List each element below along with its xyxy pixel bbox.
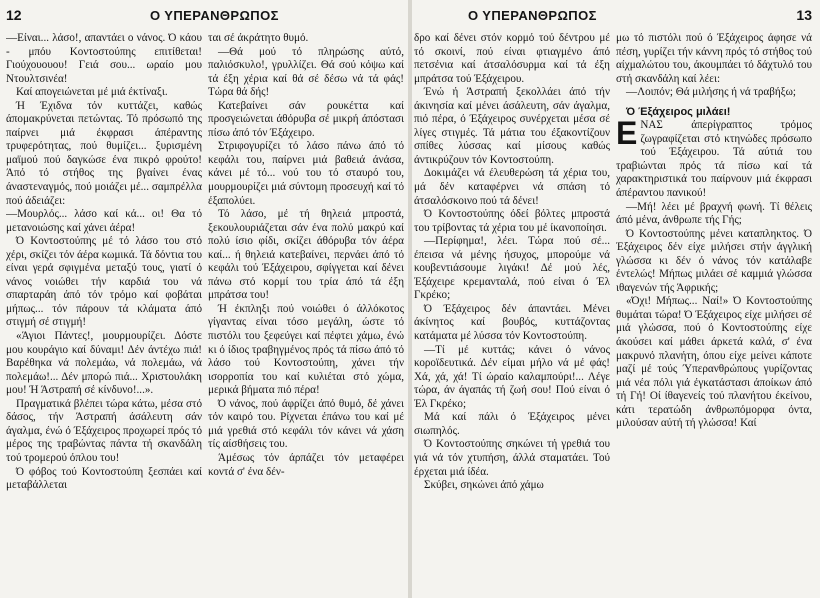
running-head: Ο ΥΠΕΡΑΝΘΡΩΠΟΣ	[150, 8, 279, 23]
paragraph: Ή έκπληξι πού νοιώθει ό άλλόκοτος γίγαντας είναι τόσο μεγάλη, ώστε τό πιστόλι του ξεφεύγει καί πέφτει χάμω, ένώ κι ό ίδιος τραβηγμένος πρός τά πίσω άπό τό λάσο τού Κοντοστούπη, χάνει τήν ισορροπία του καί κυλιέται στό χώμα, μερικά βήματα πιό πέρα!	[208, 302, 404, 397]
paragraph: δρο καί δένει στόν κορμό τού δέντρου μέ τό σκοινί, πού είναι φτιαγμένο άπό πετσένια καί άτσαλόσυρμα καί τά έξη μπράτσα τού Έξάχειρου.	[414, 32, 610, 85]
paragraph: Πραγματικά βλέπει τώρα κάτω, μέσα στό δάσος, τήν Άστραπή άσάλευτη σάν άγαλμα, ένώ ό Έξάχειρος προχωρεί πρός τό μέρος της τραβώντας πάντα τή σκανδάλη τού τρομερού όπλου του!	[6, 397, 202, 464]
text-column-2	[208, 32, 404, 598]
paragraph: Τό λάσο, μέ τή θηλειά μπροστά, ξεκουλουριάζεται σάν ένα πολύ μακρύ καί πολύ ίσιο φίδι, σκίζει άθόρυβα τόν άέρα καί... ή θηλειά κατεβαίνει, περνάει άπό τό κεφάλι τού Έξάχειρου, σφίγγεται καί δένει πάνω στό κορμί του τρία άπό τά έξη μπράτσα του!	[208, 208, 404, 302]
paragraph: Ό φόβος τού Κοντοστούπη ξεσπάει καί μεταβάλλεται	[6, 465, 202, 492]
paragraph: Στριφογυρίζει τό λάσο πάνω άπό τό κεφάλι του, παίρνει μιά βαθειά άνάσα, κάνει μέ τό... νού του τό σταυρό του, μουρμουρίζει μιά σύντομη προσευχή καί τό έξαπολύει.	[208, 140, 404, 207]
paragraph: Ή Έχιδνα τόν κυττάζει, καθώς άπομακρύνεται πετώντας. Τό πρόσωπό της παίρνει μιά έκφρασι άπέραντης τρυφερότητας, πού θυμίζει... ξυρισμένη μαϊμού πού δαγκώσε ένα πικρό φρούτο! Άπό τό στήθος της βγαίνει ένας άναστεναγμός, πού μοιάζει μέ... σαμπρέλλα πού άδειάζει:	[6, 99, 202, 207]
paragraph: Ό Κοντοστούπης μέ τό λάσο του στό χέρι, σκίζει τόν άέρα κωμικά. Τά δόντια του είναι γερά σφιγμένα μεταξύ τους, γιατί ό νάνος νοιώθει τήν καρδιά του νά σπαρταράη άπό τόν τρόμο καί φοβάται μήπως... τόν πάρουν τά κλάματα άπό στιγμή σέ στιγμή!	[6, 235, 202, 329]
paragraph: Άμέσως τόν άρπάζει τόν μεταφέρει κοντά σ' ένα δέν-	[208, 451, 404, 478]
right-header	[410, 4, 820, 26]
paragraph: Δοκιμάζει νά έλευθερώση τά χέρια του, μά δέν καταφέρνει νά σπάση τό άτσαλόσκοινο πού τά δένει!	[414, 167, 610, 207]
paragraph: Κατεβαίνει σάν ρουκέττα καί προσγειώνεται άθόρυβα σέ μικρή άπόστασι πίσω άπό τόν Έξάχειρο.	[208, 99, 404, 139]
paragraph: Ό Κοντοστούπης μένει καταπληκτος. Ό Έξάχειρος δέν είχε μιλήσει στήν άγγλική γλώσσα κι δέν ό νάνος τόν κατάλαβε έντελώς! Μήπως μιλάει σέ καμμιά γλώσσα ιθαγενών τής Άφρικής;	[616, 227, 812, 294]
paragraph: —Είναι... λάσο!, απαντάει ο νάνος. Ό κάου - μπόυ Κοντοστούπης επιτίθεται! Γιούχουουου! Γειά σου... ωραίο μου Ντουλτσινέα!	[6, 32, 202, 85]
text-column-1	[6, 32, 202, 598]
paragraph: Καί απογειώνεται μέ μιά έκτίναξι.	[16, 86, 168, 99]
paragraph: —Μή! λέει μέ βραχνή φωνή. Τί θέλεις άπό μένα, άνθρωπε τής Γής;	[616, 200, 812, 227]
section-heading: Ό Έξάχειρος μιλάει!	[626, 105, 731, 118]
right-page	[410, 0, 820, 598]
paragraph: Ό Κοντοστούπης σηκώνει τή γρεθιά του γιά νά τόν χτυπήση, άλλά σταματάει. Τού έρχεται μιά ίδέα.	[414, 438, 610, 478]
drop-cap: Ε	[616, 115, 638, 152]
paragraph: Μά καί πάλι ό Έξάχειρος μένει σιωπηλός.	[414, 411, 610, 437]
paragraph: Ένώ ή Άστραπή ξεκολλάει άπό τήν άκινησία καί μένει άσάλευτη, σάν άγαλμα, πιό πέρα, ό Έξάχειρος συνέρχεται μέσα σέ λίγες στιγμές. Τά μάτια του έξακοντίζουν σπίθες λύσσας καί μίσους καθώς άντικρύζουν τόν Κοντοστούπη.	[414, 86, 610, 166]
text-column-1	[414, 32, 610, 598]
page-number: 12	[6, 7, 22, 23]
dropcap-text: ΝΑΣ άπερίγραπτος τρόμος ζωγραφίζεται στό κτηνώδες πρόσωπο τού Έξάχειρου. Τά αύτιά του τραβιώνται πρός τά πίσω καί τά χαρακτηριστικά του παίρνουν μιά έκφρασι άπέραντου πανικού!	[616, 119, 812, 200]
paragraph: μω τό πιστόλι πού ό Έξάχειρος άφησε νά πέση, γυρίζει τήν κάννη πρός τό στήθος τού αίχμαλώτου του, άκουμπάει τό δάχτυλό του στή σκανδάλη καί λέει:	[616, 32, 812, 85]
text-column-2	[616, 32, 812, 598]
paragraph: —Θά μού τό πληρώσης αύτό, παλιόσκυλο!, γρυλλίζει. Θά σού κόψω καί τά έξη χέρια καί θά σέ δέσω νά τά φάς! Τώρα θά δής!	[208, 45, 404, 99]
left-header	[0, 4, 410, 26]
paragraph: —Περίφημα!, λέει. Τώρα πού σέ... έπεισα νά μένης ήσυχος, μπορούμε νά κουβεντιάσουμε λιγάκι! Δέ μού λές, Έξάχειρε κρεμανταλά, πού είναι ό Έλ Γκρέκο;	[414, 235, 610, 302]
running-head: Ο ΥΠΕΡΑΝΘΡΩΠΟΣ	[468, 8, 597, 23]
paragraph: Σκύβει, σηκώνει άπό χάμω	[424, 479, 544, 492]
paragraph: —Λοιπόν; Θά μιλήσης ή νά τραβήξω;	[626, 86, 797, 99]
page-number: 13	[796, 7, 812, 23]
paragraph: —Μουρλός... λάσο καί κά... οι! Θα τό μετανοιώσης καί χάνει άέρα!	[6, 208, 202, 234]
paragraph: ται σέ άκράτητο θυμό.	[208, 32, 309, 44]
dropcap-paragraph	[616, 115, 812, 200]
paragraph: —Τί μέ κυττάς; κάνει ό νάνος κοροϊδευτικά. Δέν είμαι μήλο νά μέ φάς! Χά, χά, χά! Τί ώραίο καλαμπούρι!... Λέγε τώρα, άν άγαπάς τή ζωή σου! Πού είναι ό Έλ Γκρέκο;	[414, 343, 610, 410]
paragraph: Ό Έξάχειρος δέν άπαντάει. Μένει άκίνητος καί βουβός, κυττάζοντας κατάματα μέ λύσσα τόν Κοντοστούπη.	[414, 302, 610, 343]
paragraph: «Άγιοι Πάντες!, μουρμουρίζει. Δόστε μου κουράγιο καί δύναμι! Δέν άντέχω πιά! Βαρέθηκα νά πολεμάω, νά πολεμάω, νά πολεμάω!... Δέν μπορώ πιά... Χριστουλάκη μου! Ή Άστραπή σέ κίνδυνο!...».	[6, 330, 202, 397]
paragraph: «Όχι! Μήπως... Ναί!» Ό Κοντοστούπης θυμάται τώρα! Ό Έξάχειρος είχε μιλήσει σέ μιά γλώσσα, πού ό Κοντοστούπης είχε άκούσει καί μάθει άρκετά καλά, σ' ένα μακρυνό πλανήτη, όπου είχε μείνει κάποτε μαζί μέ τούς Ύπερανθρώπους γυρίζοντας μιά νέα πόλι γιά έγκατάστασι άποίκων άπό τή Γή! Οί ίθαγενείς τού πλανήτου έκείνου, κάτι τερατώδη άνθρωπόμορφα όντα, μιλούσαν αύτή τή γλώσσα! Καί	[616, 295, 812, 430]
paragraph: Ό Κοντοστούπης όδεί βόλτες μπροστά του τρίβοντας τά χέρια του μέ ίκανοποίησι.	[414, 208, 610, 234]
paragraph: Ό νάνος, πού άφρίζει άπό θυμό, δέ χάνει τόν καιρό του. Ρίχνεται έπάνω του καί μέ μιά γρεθιά στό κεφάλι τόν κάνει νά χάση τίς αίσθήσεις του.	[208, 397, 404, 451]
